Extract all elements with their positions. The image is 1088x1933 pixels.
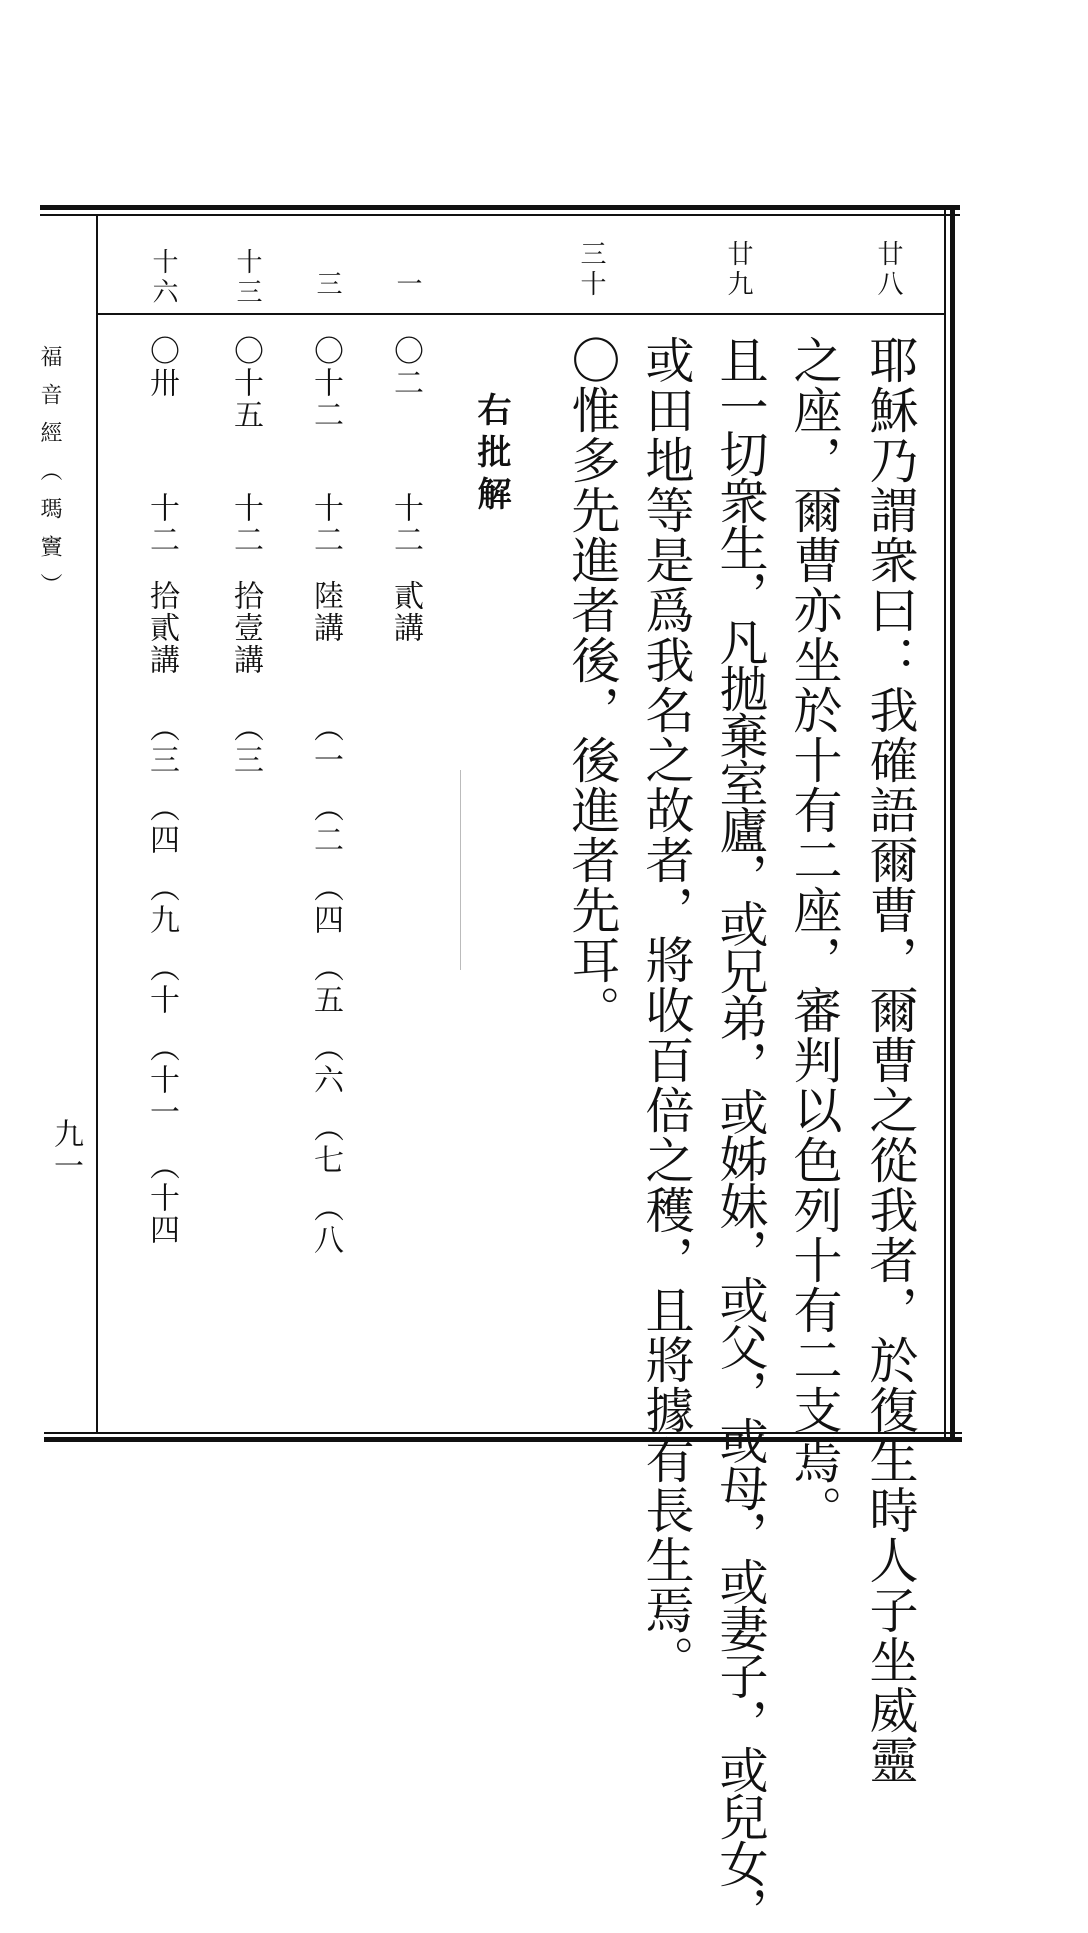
- reference-cell: （八: [308, 1192, 343, 1256]
- page-number: 九一: [48, 1118, 83, 1182]
- reference-cell: 十二: [308, 492, 343, 556]
- verse-line: 之座，爾曹亦坐於十有二座，審判以色列十有二支焉。: [786, 335, 843, 1535]
- reference-cell: 十二: [388, 492, 423, 556]
- reference-cell: 陸講: [308, 580, 343, 644]
- verse-line: 〇惟多先進者後，後進者先耳。: [564, 335, 621, 1035]
- reference-cell: （十四: [144, 1150, 179, 1246]
- reference-cell: 〇十二: [308, 335, 343, 431]
- reference-cell: 十二: [144, 492, 179, 556]
- reference-cell: （十一: [144, 1032, 179, 1128]
- reference-cell: 拾貳講: [144, 580, 179, 676]
- reference-cell: 十二: [228, 492, 263, 556]
- reference-cell: （四: [308, 872, 343, 936]
- reference-number: 十六: [148, 248, 178, 308]
- reference-cell: （一: [308, 712, 343, 776]
- section-divider: [460, 770, 461, 970]
- frame-top-rule-thick: [40, 205, 960, 210]
- verse-number: 廿九: [723, 240, 753, 300]
- reference-cell: 〇十五: [228, 335, 263, 431]
- reference-cell: 貳講: [388, 580, 423, 644]
- reference-number: 三: [312, 270, 342, 300]
- reference-number: 一: [392, 270, 422, 300]
- verse-number: 三十: [576, 240, 606, 300]
- reference-cell: （四: [144, 792, 179, 856]
- reference-cell: （二: [308, 792, 343, 856]
- reference-cell: （六: [308, 1032, 343, 1096]
- verse-line: 或田地等是爲我名之故者，將收百倍之穫，且將據有長生焉。: [638, 335, 695, 1685]
- reference-cell: （三: [228, 712, 263, 776]
- frame-right-rule-thin: [944, 205, 946, 1442]
- reference-cell: （十: [144, 952, 179, 1016]
- reference-cell: （三: [144, 712, 179, 776]
- reference-cell: 〇二: [388, 335, 423, 399]
- reference-number: 十三: [232, 248, 262, 308]
- verse-number: 廿八: [873, 240, 903, 300]
- reference-cell: （九: [144, 872, 179, 936]
- verse-line: 且一切衆生，凡拋棄室廬，或兄弟，或姊妹，或父，或母，或妻子，或兒女，: [712, 335, 769, 1933]
- section-heading: 右批解: [471, 392, 511, 518]
- reference-cell: 拾壹講: [228, 580, 263, 676]
- reference-cell: 〇卅: [144, 335, 179, 399]
- frame-right-rule-thick: [950, 205, 955, 1442]
- number-row-rule: [98, 313, 944, 315]
- frame-left-rule: [96, 216, 98, 1432]
- verse-line: 耶穌乃謂衆曰：我確語爾曹，爾曹之從我者，於復生時人子坐威靈: [862, 335, 919, 1785]
- frame-top-rule-thin: [40, 214, 960, 216]
- reference-cell: （七: [308, 1112, 343, 1176]
- book-title: 福音經（瑪竇）: [37, 345, 62, 611]
- reference-cell: （五: [308, 952, 343, 1016]
